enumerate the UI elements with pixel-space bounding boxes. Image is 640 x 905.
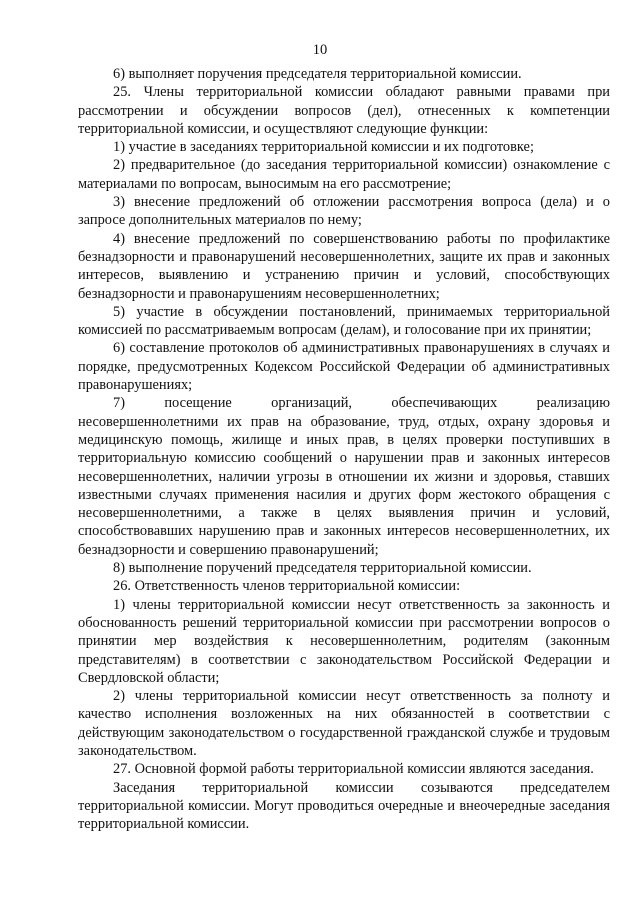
list-item-25-4: 4) внесение предложений по совершенствованию работы по профилактике безнадзорности и правонарушений несовершеннолетних, защите их прав и законных интересов, выявлению и устранению причин и условий, способствующих безнадзорности и правонарушениям несовершеннолетних; (78, 230, 610, 302)
paragraph-27: 27. Основной формой работы территориальной комиссии являются заседания. (113, 761, 594, 778)
document-body (78, 65, 610, 833)
list-item-25-5: 5) участие в обсуждении постановлений, принимаемых территориальной комиссией по рассматриваемым вопросам (делам), и голосование при их принятии; (78, 303, 610, 339)
list-item-25-8: 8) выполнение поручений председателя территориальной комиссии. (113, 560, 532, 577)
list-item-26-1: 1) члены территориальной комиссии несут ответственность за законность и обоснованность решений территориальной комиссии при рассмотрении вопросов о принятии мер воздействия к несовершеннолетним, родителям (законным представителям) в соответствии с законодательством Российской Федерации и Свердловской области; (78, 596, 610, 686)
list-item-26-2: 2) члены территориальной комиссии несут ответственность за полноту и качество исполнения возложенных на них обязанностей в соответствии с действующим законодательством о государственной гражданской службе и трудовым законодательством. (78, 688, 610, 759)
list-item-25-6: 6) составление протоколов об административных правонарушениях в случаях и порядке, предусмотренных Кодексом Российской Федерации об административных правонарушениях; (78, 340, 610, 394)
page-number: 10 (312, 42, 328, 58)
paragraph-sessions: Заседания территориальной комиссии созываются председателем территориальной комиссии. Могут проводиться очередные и внеочередные заседания территориальной комиссии. (78, 779, 610, 833)
list-item-25-3: 3) внесение предложений об отложении рассмотрения вопроса (дела) и о запросе дополнительных материалов по нему; (78, 194, 610, 229)
list-item-25-1: 1) участие в заседаниях территориальной комиссии и их подготовке; (113, 139, 534, 156)
list-item-25-7: 7) посещение организаций, обеспечивающих реализацию несовершеннолетними их прав на образование, труд, отдых, охрану здоровья и медицинскую помощь, жилище и иных прав, в целях проверки поступивших в территориальную комиссию сообщений о нарушении прав и законных интересов несовершеннолетних, наличии угрозы в отношении их жизни и здоровья, ставших известными случаях применения насилия и других форм жестокого обращения с несовершеннолетними, а также в целях выявления причин и условий, способствовавших нарушению прав и законных интересов несовершеннолетних, их безнадзорности и совершению правонарушений; (78, 395, 610, 558)
paragraph-26: 26. Ответственность членов территориальной комиссии: (113, 578, 461, 595)
list-item-25-2: 2) предварительное (до заседания территориальной комиссии) ознакомление с материалами по вопросам, выносимым на его рассмотрение; (78, 157, 610, 192)
paragraph-25: 25. Члены территориальной комиссии обладают равными правами при рассмотрении и обсуждении вопросов (дел), отнесенных к компетенции территориальной комиссии, и осуществляют следующие функции: (78, 84, 610, 137)
paragraph-6-duty: 6) выполняет поручения председателя территориальной комиссии. (113, 66, 522, 82)
